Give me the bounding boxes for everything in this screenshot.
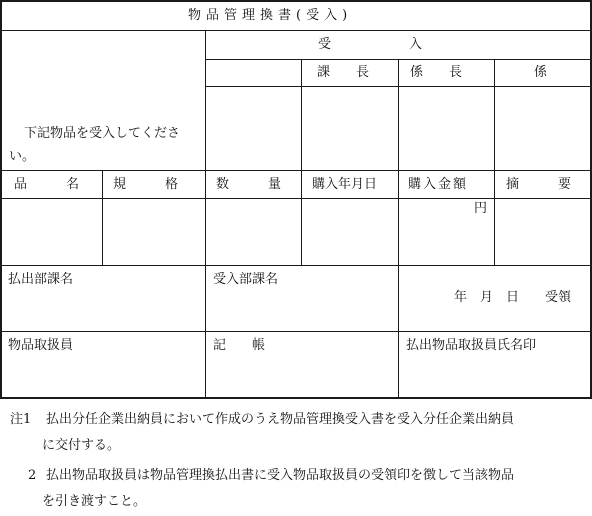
section-chief-label: 課 長 bbox=[317, 65, 370, 80]
note-2-line1: 払出物品取扱員は物品管理換払出書に受入物品取扱員の受領印を徴して当該物品 bbox=[46, 468, 515, 483]
rule-above-depts bbox=[0, 265, 592, 266]
col-item-name: 品 名 bbox=[14, 177, 80, 192]
note-1-line2: に交付する。 bbox=[42, 438, 121, 453]
rule-under-title bbox=[0, 30, 592, 31]
dispatch-dept-label: 払出部課名 bbox=[8, 272, 74, 287]
receipt-date-label: 年 月 日 受領 bbox=[454, 290, 572, 305]
note-2-marker: 2 bbox=[28, 468, 37, 483]
col-specification: 規 格 bbox=[113, 177, 179, 192]
receive-header: 受 入 bbox=[318, 37, 423, 52]
goods-handler-label: 物品取扱員 bbox=[8, 338, 74, 353]
subsection-chief-label: 係 長 bbox=[410, 65, 463, 80]
staff-label: 係 bbox=[534, 65, 548, 80]
dispatch-handler-seal-label: 払出物品取扱員氏名印 bbox=[406, 338, 537, 353]
rule-above-handlers bbox=[0, 331, 592, 332]
col-purchase-date: 購入年月日 bbox=[312, 177, 378, 192]
currency-unit: 円 bbox=[474, 201, 488, 216]
form-border-left bbox=[0, 0, 2, 399]
request-text-line2: い。 bbox=[9, 149, 36, 164]
rule-under-columns bbox=[0, 198, 592, 199]
note-1-marker: 注1 bbox=[10, 412, 32, 427]
request-text-line1: 下記物品を受入してくださ bbox=[24, 126, 181, 141]
col-purchase-amount: 購入金額 bbox=[408, 177, 469, 192]
col-quantity: 数 量 bbox=[216, 177, 282, 192]
receive-dept-label: 受入部課名 bbox=[213, 272, 279, 287]
rule-left-block-divider bbox=[205, 30, 206, 398]
rule-subsection-chief-divider bbox=[398, 59, 399, 398]
col-remarks: 摘 要 bbox=[506, 177, 572, 192]
form-title: 物品管理換書(受入) bbox=[188, 8, 353, 23]
rule-section-chief-divider bbox=[301, 59, 302, 265]
form-border-top bbox=[0, 0, 592, 2]
note-2-line2: を引き渡すこと。 bbox=[42, 494, 147, 509]
rule-item-spec-divider bbox=[102, 170, 103, 265]
rule-staff-divider bbox=[494, 59, 495, 265]
note-1-line1: 払出分任企業出納員において作成のうえ物品管理換受入書を受入分任企業出納員 bbox=[46, 412, 515, 427]
ledger-entry-label: 記 帳 bbox=[213, 338, 266, 353]
rule-above-columns bbox=[0, 170, 592, 171]
form-border-bottom bbox=[0, 397, 592, 399]
